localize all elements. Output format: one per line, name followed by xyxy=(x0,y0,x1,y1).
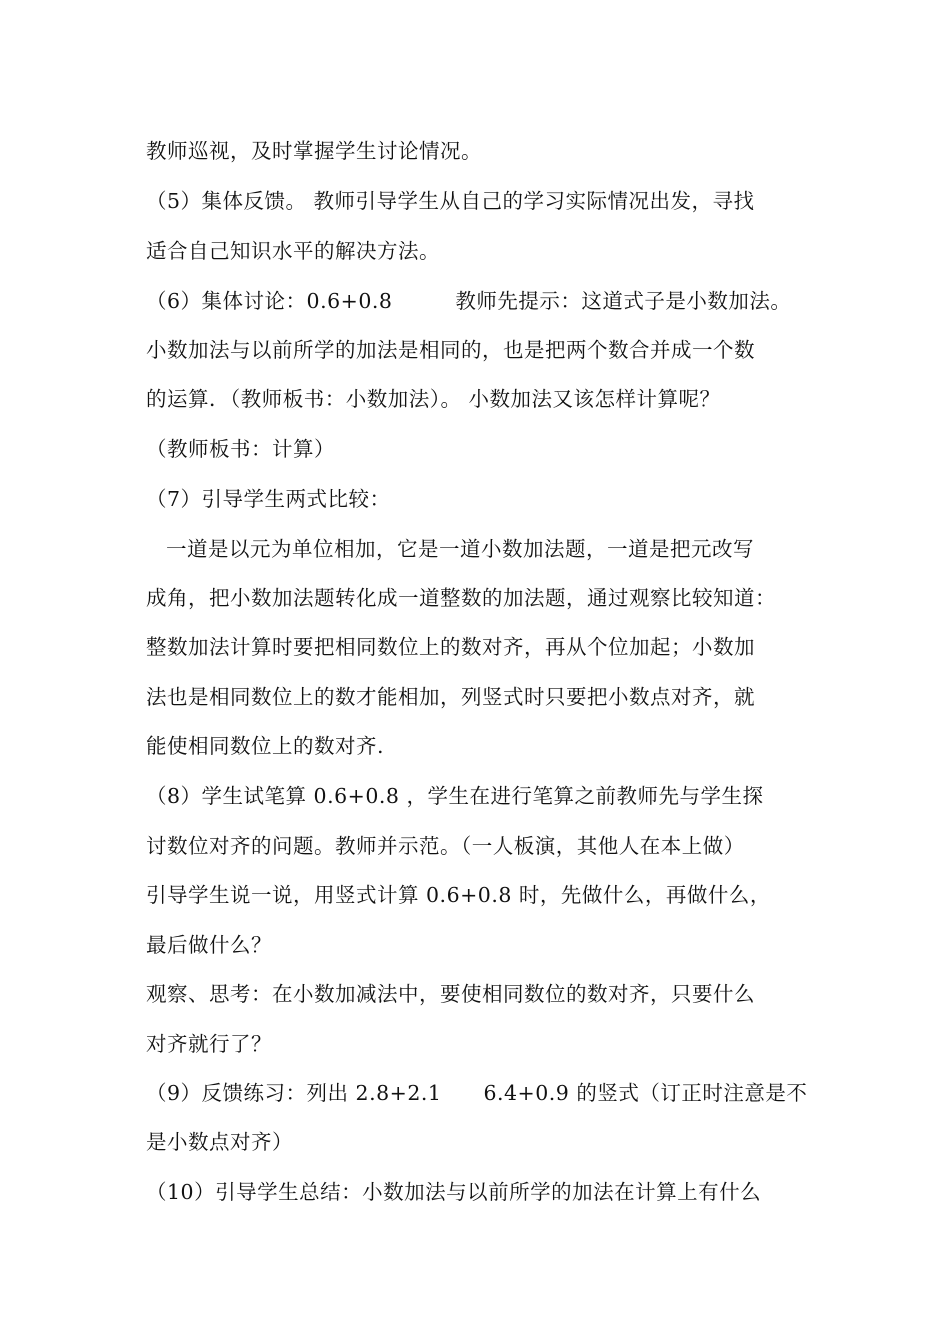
text-line: 整数加法计算时要把相同数位上的数对齐，再从个位加起；小数加 xyxy=(146,635,755,659)
text-line: 最后做什么？ xyxy=(146,933,272,957)
text-line: 对齐就行了？ xyxy=(146,1032,272,1056)
text-line: 讨数位对齐的问题。教师并示范。（一人板演，其他人在本上做） xyxy=(146,834,745,858)
text-line: 法也是相同数位上的数才能相加，列竖式时只要把小数点对齐，就 xyxy=(146,685,755,709)
text-line: 适合自己知识水平的解决方法。 xyxy=(146,239,440,263)
text-line: 教师巡视，及时掌握学生讨论情况。 xyxy=(146,139,482,163)
text-line: 的运算．（教师板书：小数加法）。 小数加法又该怎样计算呢？ xyxy=(146,387,721,411)
text-line: 小数加法与以前所学的加法是相同的，也是把两个数合并成一个数 xyxy=(146,338,755,362)
text-line: （7）引导学生两式比较： xyxy=(146,487,391,511)
text-line: 一道是以元为单位相加，它是一道小数加法题，一道是把元改写 xyxy=(166,537,754,561)
text-line: 成角，把小数加法题转化成一道整数的加法题，通过观察比较知道： xyxy=(146,586,776,610)
text-line: （9）反馈练习：列出 2.8+2.1 6.4+0.9 的竖式（订正时注意是不 xyxy=(146,1081,808,1105)
text-line: 是小数点对齐） xyxy=(146,1130,293,1154)
text-line: （教师板书：计算） xyxy=(146,437,335,461)
text-line: （5）集体反馈。 教师引导学生从自己的学习实际情况出发，寻找 xyxy=(146,189,755,213)
text-line: 观察、思考：在小数加减法中，要使相同数位的数对齐，只要什么 xyxy=(146,982,755,1006)
text-line: （10）引导学生总结：小数加法与以前所学的加法在计算上有什么 xyxy=(146,1180,762,1204)
text-line: （8）学生试笔算 0.6+0.8 ，学生在进行笔算之前教师先与学生探 xyxy=(146,784,764,808)
text-line: （6）集体讨论：0.6+0.8 教师先提示：这道式子是小数加法。 xyxy=(146,289,792,313)
text-line: 能使相同数位上的数对齐. xyxy=(146,734,385,758)
text-line: 引导学生说一说，用竖式计算 0.6+0.8 时，先做什么，再做什么， xyxy=(146,883,771,907)
